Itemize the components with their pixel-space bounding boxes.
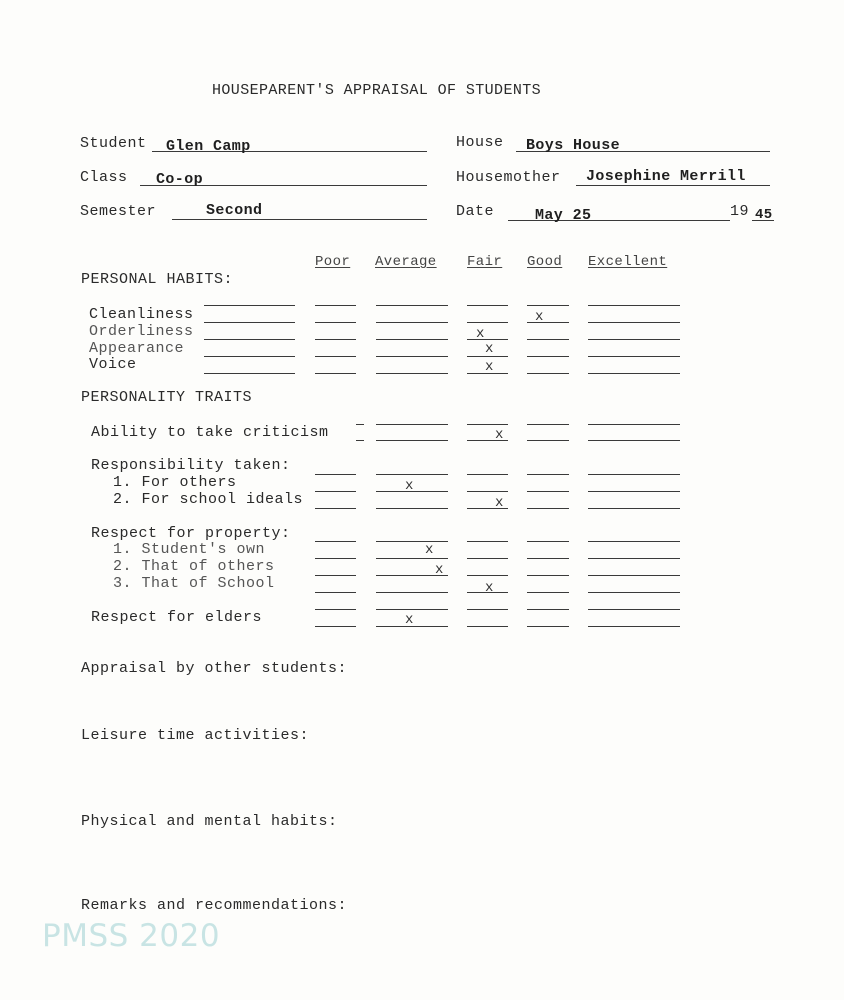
rule [467, 339, 508, 340]
rule [467, 541, 508, 542]
section-personal-habits: PERSONAL HABITS: [81, 271, 234, 288]
col-header-fair: Fair [467, 254, 503, 270]
class-label: Class [80, 169, 128, 186]
year-suffix: 45 [755, 207, 773, 223]
rule [588, 541, 680, 542]
rule [588, 424, 680, 425]
item-cleanliness: Cleanliness [89, 306, 194, 323]
rule [467, 305, 508, 306]
rule [588, 626, 680, 627]
rule [527, 541, 569, 542]
rule [315, 575, 356, 576]
question-leisure: Leisure time activities: [81, 727, 310, 744]
house-label: House [456, 134, 504, 151]
item-orderliness: Orderliness [89, 323, 194, 340]
item-prop-others: 2. That of others [113, 558, 275, 575]
rule [376, 322, 448, 323]
check-orderliness-fair: x [476, 326, 485, 342]
col-header-average: Average [375, 254, 437, 270]
rule [376, 541, 448, 542]
date-value: May 25 [535, 207, 592, 224]
question-physical-mental: Physical and mental habits: [81, 813, 338, 830]
rule [527, 339, 569, 340]
rule [527, 373, 569, 374]
rule [315, 558, 356, 559]
rule [527, 508, 569, 509]
item-respect-elders: Respect for elders [91, 609, 263, 626]
year-prefix: 19 [730, 203, 750, 220]
form-title: HOUSEPARENT'S APPRAISAL OF STUDENTS [212, 82, 542, 99]
rule [467, 609, 508, 610]
rule [376, 609, 448, 610]
housemother-label: Housemother [456, 169, 561, 186]
rule [315, 322, 356, 323]
rule [588, 305, 680, 306]
section-personality-traits: PERSONALITY TRAITS [81, 389, 253, 406]
item-prop-own: 1. Student's own [113, 541, 266, 558]
item-responsibility: Responsibility taken: [91, 457, 291, 474]
check-resp-school-fair: x [495, 495, 504, 511]
rule [588, 474, 680, 475]
rule [315, 626, 356, 627]
rule [376, 474, 448, 475]
rule [588, 508, 680, 509]
housemother-value: Josephine Merrill [586, 168, 746, 185]
semester-label: Semester [80, 203, 157, 220]
rule [467, 491, 508, 492]
student-value: Glen Camp [166, 138, 251, 155]
check-voice-fair: x [485, 359, 494, 375]
rule [315, 508, 356, 509]
check-resp-others-average: x [405, 478, 414, 494]
rule [527, 474, 569, 475]
item-respect-property: Respect for property: [91, 525, 291, 542]
rule [204, 339, 295, 340]
rule [588, 373, 680, 374]
rule [204, 305, 295, 306]
archive-watermark: PMSS 2020 [42, 918, 221, 954]
rule [315, 491, 356, 492]
rule [204, 322, 295, 323]
rule [315, 356, 356, 357]
rule [588, 339, 680, 340]
rule [376, 440, 448, 441]
item-resp-school: 2. For school ideals [113, 491, 304, 508]
rule [315, 541, 356, 542]
rule [527, 356, 569, 357]
item-voice: Voice [89, 356, 137, 373]
rule [376, 339, 448, 340]
rule [527, 305, 569, 306]
rule [527, 575, 569, 576]
rule [376, 592, 448, 593]
check-prop-others-average: x [435, 562, 444, 578]
question-remarks: Remarks and recommendations: [81, 897, 348, 914]
item-appearance: Appearance [89, 340, 185, 357]
rule [356, 424, 364, 425]
rule [376, 558, 448, 559]
rule [588, 575, 680, 576]
semester-value: Second [206, 202, 263, 219]
rule [376, 305, 448, 306]
rule [315, 339, 356, 340]
rule [527, 609, 569, 610]
col-header-excellent: Excellent [588, 254, 668, 270]
check-prop-own-average: x [425, 542, 434, 558]
col-header-poor: Poor [315, 254, 351, 270]
rule [527, 322, 569, 323]
rule [315, 592, 356, 593]
rule [467, 575, 508, 576]
rule [588, 356, 680, 357]
rule [204, 356, 295, 357]
rule [315, 305, 356, 306]
rule [527, 558, 569, 559]
rule [588, 440, 680, 441]
rule [527, 491, 569, 492]
rule [588, 491, 680, 492]
rule [204, 373, 295, 374]
rule [376, 424, 448, 425]
rule [467, 558, 508, 559]
question-appraisal-others: Appraisal by other students: [81, 660, 348, 677]
check-criticism-fair: x [495, 427, 504, 443]
rule [315, 609, 356, 610]
item-criticism: Ability to take criticism [91, 424, 329, 441]
check-respect-elders-average: x [405, 612, 414, 628]
rule [467, 626, 508, 627]
student-label: Student [80, 135, 147, 152]
rule [467, 474, 508, 475]
rule [315, 373, 356, 374]
rule [376, 508, 448, 509]
class-value: Co-op [156, 171, 204, 188]
rule [315, 474, 356, 475]
rule [527, 424, 569, 425]
rule [376, 373, 448, 374]
house-value: Boys House [526, 137, 621, 154]
rule [588, 322, 680, 323]
rule [356, 440, 364, 441]
check-prop-school-fair: x [485, 580, 494, 596]
check-cleanliness-good: x [535, 309, 544, 325]
rule [527, 592, 569, 593]
rule [588, 609, 680, 610]
rule [527, 440, 569, 441]
item-prop-school: 3. That of School [113, 575, 275, 592]
item-resp-others: 1. For others [113, 474, 237, 491]
rule [527, 626, 569, 627]
check-appearance-fair: x [485, 341, 494, 357]
rule [588, 592, 680, 593]
rule [467, 322, 508, 323]
date-label: Date [456, 203, 495, 220]
col-header-good: Good [527, 254, 563, 270]
rule [588, 558, 680, 559]
rule [467, 424, 508, 425]
rule [376, 356, 448, 357]
